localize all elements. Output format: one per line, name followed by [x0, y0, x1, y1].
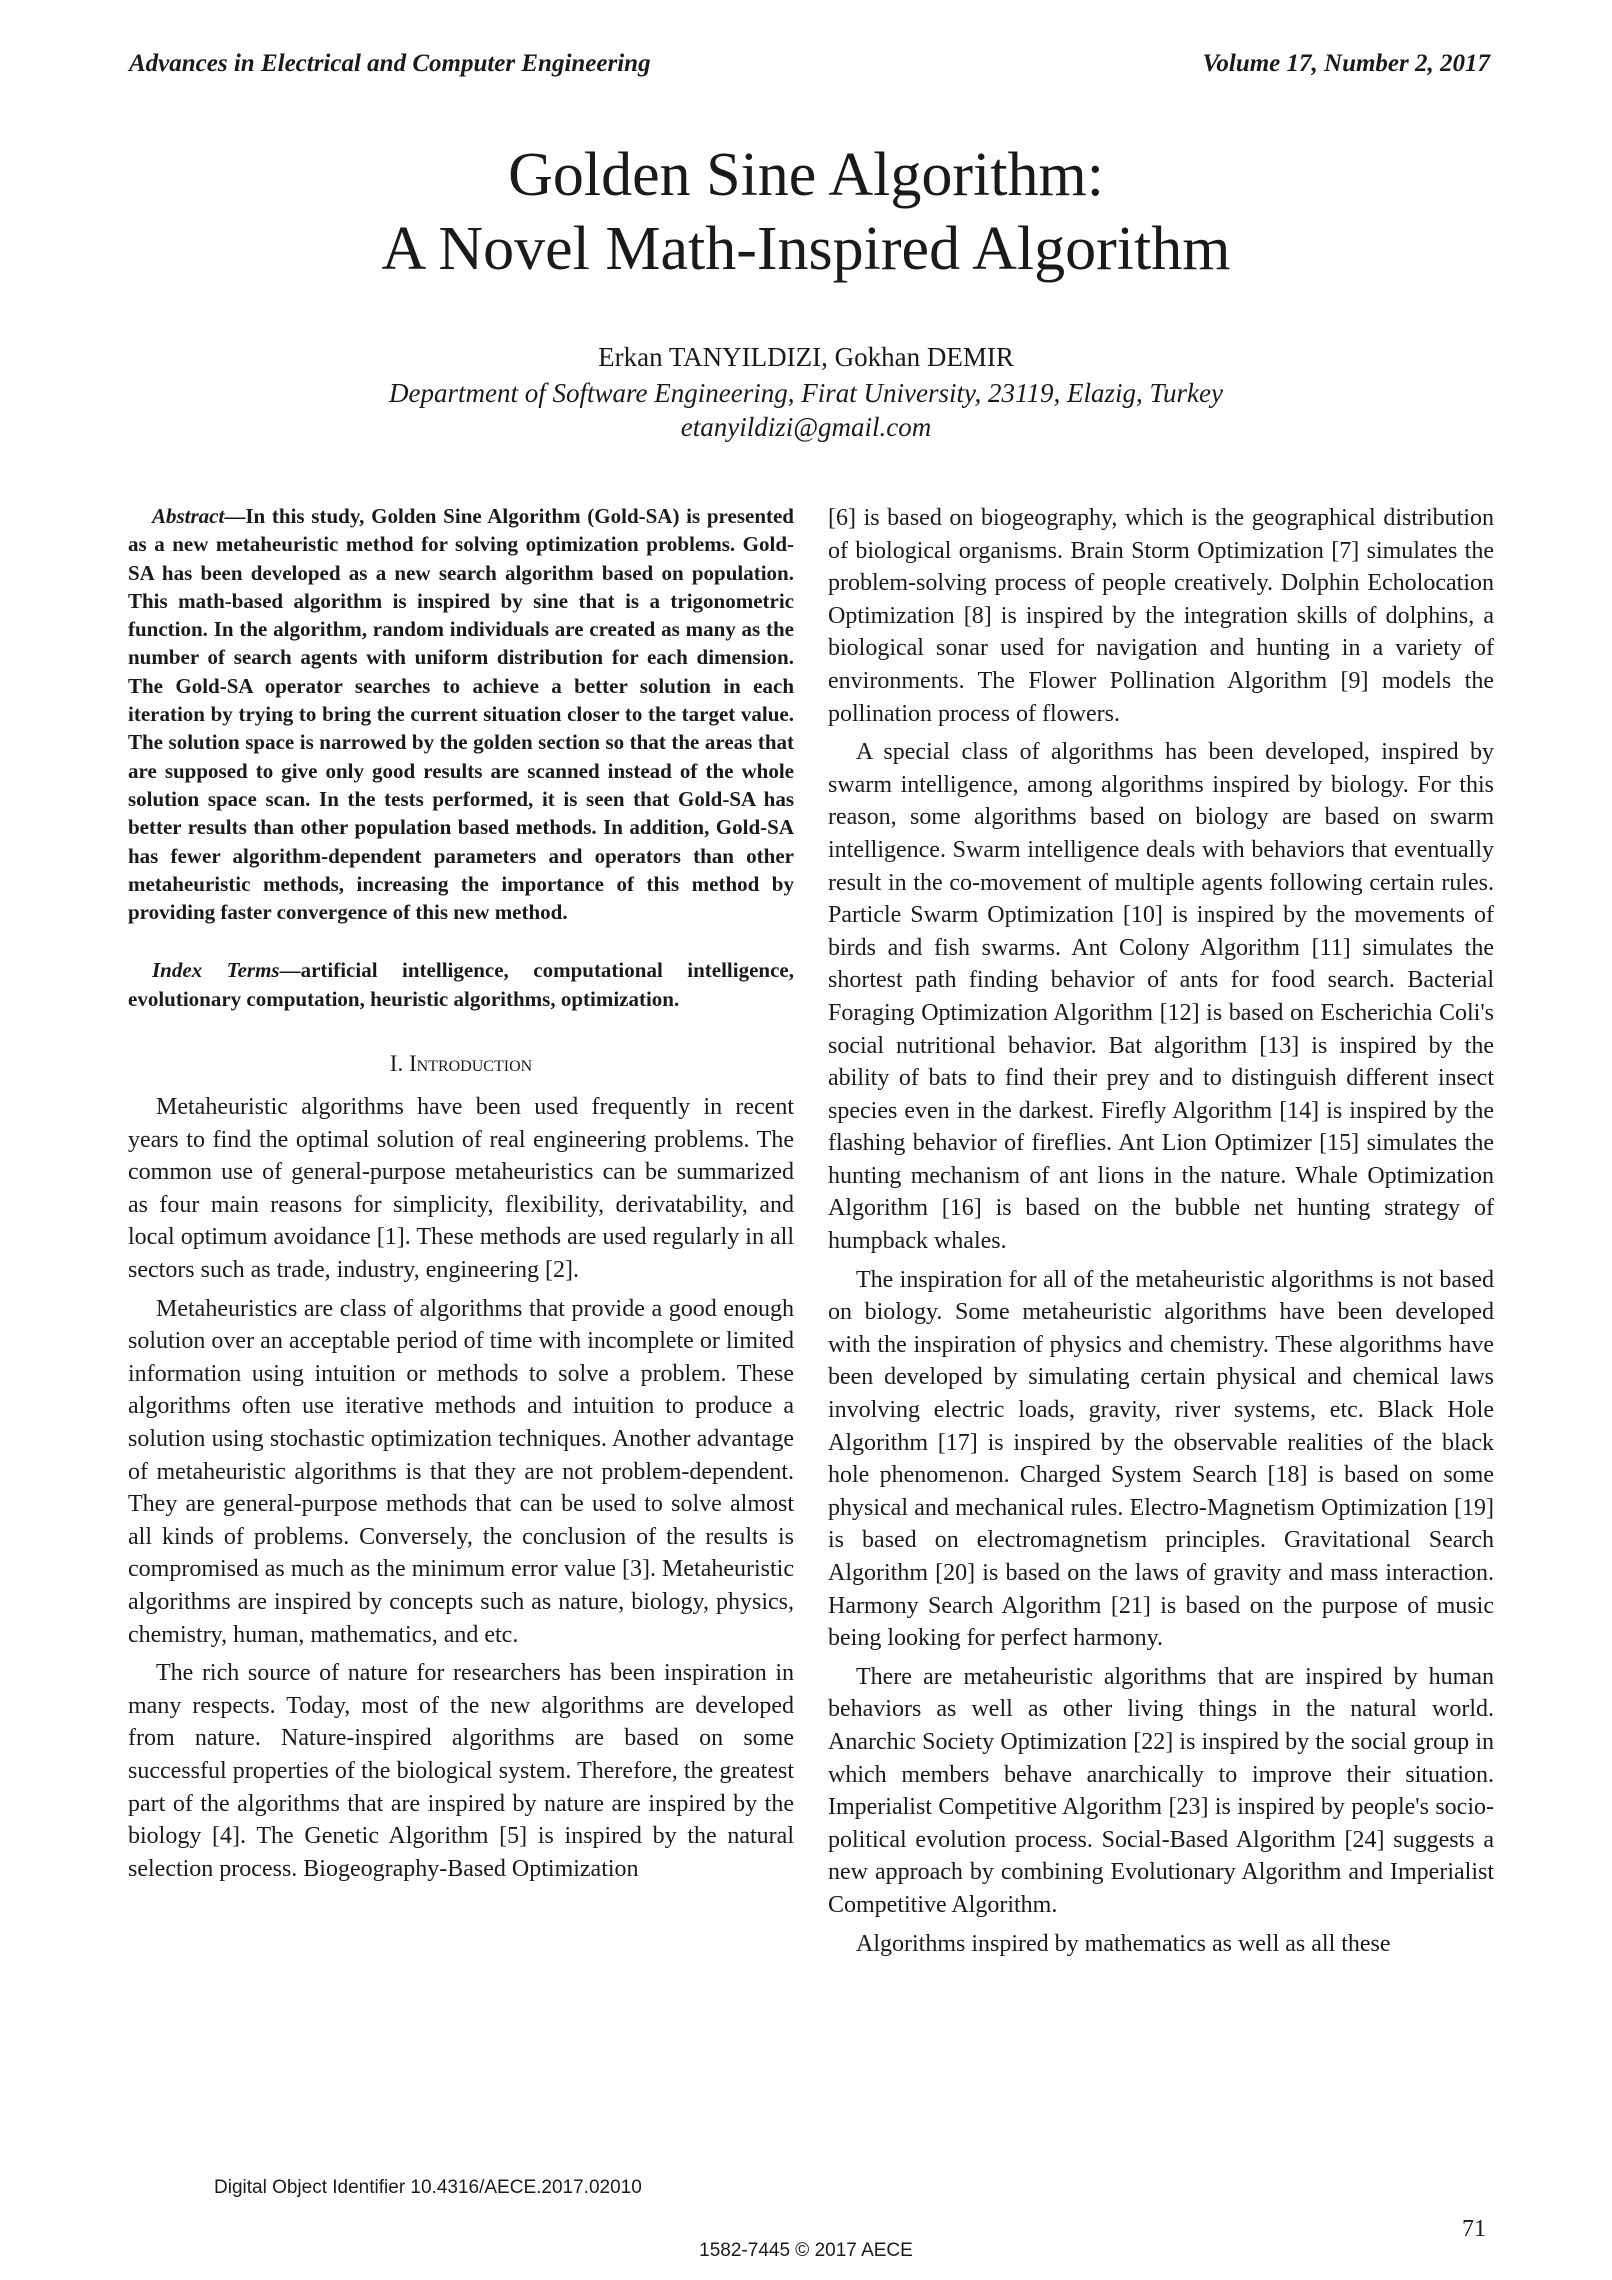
paragraph: [6] is based on biogeography, which is the geographical distribution of biological organisms. Brain Storm Optimization [7] simulates the problem-solving process of people creatively. Dolphin Echolocation Optimization [8] is inspired by the integration skills of dolphins, a biological sonar used for navigation and hunting in a variety of environments. The Flower Pollination Algorithm [9] models the pollination process of flowers.	[828, 505, 1494, 727]
paper-title	[0, 138, 1612, 286]
paragraph: There are metaheuristic algorithms that are inspired by human behaviors as well as other living things in the natural world. Anarchic Society Optimization [22] is inspired by the social group in which members behave anarchically to improve their situation. Imperialist Competitive Algorithm [23] is inspired by people's socio-political evolution process. Social-Based Algorithm [24] suggests a new approach by combining Evolutionary Algorithm and Imperialist Competitive Algorithm.	[828, 1663, 1494, 1918]
doi: Digital Object Identifier 10.4316/AECE.2017.02010	[214, 2177, 642, 2198]
abstract-label: Abstract	[152, 504, 225, 528]
abstract	[128, 502, 794, 926]
page-number: 71	[1462, 2216, 1486, 2242]
paragraph: The rich source of nature for researchers has been inspiration in many respects. Today, most of the new algorithms are developed from nature. Nature-inspired algorithms are based on some successful properties of the biological system. Therefore, the greatest part of the algorithms that are inspired by nature are inspired by the biology [4]. The Genetic Algorithm [5] is inspired by the natural selection process. Biogeography-Based Optimization	[128, 1660, 794, 1882]
issn-copyright: 1582-7445 © 2017 AECE	[699, 2240, 913, 2261]
paragraph: Metaheuristic algorithms have been used frequently in recent years to find the optimal solution of real engineering problems. The common use of general-purpose metaheuristics can be summarized as four main reasons for simplicity, flexibility, derivatability, and local optimum avoidance [1]. These methods are used regularly in all sectors such as trade, industry, engineering [2].	[128, 1094, 794, 1284]
paragraph: Algorithms inspired by mathematics as well as all these	[856, 1930, 1391, 1957]
paragraph: Metaheuristics are class of algorithms that provide a good enough solution over an acceptable period of time with incomplete or limited information using intuition or methods to solve a problem. These algorithms often use iterative methods and intuition to produce a solution using stochastic optimization techniques. Another advantage of metaheuristic algorithms is that they are not problem-dependent. They are general-purpose methods that can be used to solve almost all kinds of problems. Conversely, the conclusion of the results is compromised as much as the minimum error value [3]. Metaheuristic algorithms are inspired by concepts such as nature, biology, physics, chemistry, human, mathematics, and etc.	[128, 1295, 794, 1648]
journal-name: Advances in Electrical and Computer Engineering	[129, 50, 651, 77]
title-line-2: A Novel Math-Inspired Algorithm	[381, 215, 1231, 283]
volume-info: Volume 17, Number 2, 2017	[1202, 50, 1490, 77]
section-title: Introduction	[408, 1051, 533, 1077]
right-column	[828, 502, 1494, 1966]
paragraph: A special class of algorithms has been developed, inspired by swarm intelligence, among algorithms inspired by biology. For this reason, some algorithms based on biology are based on swarm intelligence. Swarm intelligence deals with behaviors that eventually result in the co-movement of multiple agents following certain rules. Particle Swarm Optimization [10] is inspired by the movements of birds and fish swarms. Ant Colony Algorithm [11] simulates the shortest path finding behavior of ants for food search. Bacterial Foraging Optimization Algorithm [12] is based on Escherichia Coli's social nutritional behavior. Bat algorithm [13] is inspired by the ability of bats to find their prey and to distinguish different insect species even in the darkest. Firefly Algorithm [14] is inspired by the flashing behavior of fireflies. Ant Lion Optimizer [15] simulates the hunting mechanism of ant lions in the nature. Whale Optimization Algorithm [16] is based on the bubble net hunting strategy of humpback whales.	[828, 739, 1494, 1255]
index-terms	[128, 956, 794, 1013]
title-line-1: Golden Sine Algorithm:	[508, 141, 1104, 209]
left-column	[128, 502, 794, 1891]
abstract-text: —In this study, Golden Sine Algorithm (Gold-SA) is presented as a new metaheuristic method for solving optimization problems. Gold-SA has been developed as a new search algorithm based on population. This math-based algorithm is inspired by sine that is a trigonometric function. In the algorithm, random individuals are created as many as the number of search agents with uniform distribution for each dimension. The Gold-SA operator searches to achieve a better solution in each iteration by trying to bring the current situation closer to the target value. The solution space is narrowed by the golden section so that the areas that are supposed to give only good results are scanned instead of the whole solution space scan. In the tests performed, it is seen that Gold-SA has better results than other population based methods. In addition, Gold-SA has fewer algorithm-dependent parameters and operators than other metaheuristic methods, increasing the importance of this method by providing faster convergence of this new method.	[128, 504, 794, 925]
section-heading	[128, 1051, 794, 1077]
index-terms-text: —artificial intelligence, computational intelligence, evolutionary computation, heuristic algorithms, optimization.	[128, 958, 794, 1011]
authors: Erkan TANYILDIZI, Gokhan DEMIR	[598, 342, 1014, 372]
section-number: I.	[389, 1051, 404, 1077]
index-terms-label: Index Terms	[152, 958, 280, 983]
paragraph: The inspiration for all of the metaheuristic algorithms is not based on biology. Some metaheuristic algorithms have been developed with the inspiration of physics and chemistry. These algorithms have been developed by simulating certain physical and chemical laws involving electric loads, gravity, river systems, etc. Black Hole Algorithm [17] is inspired by the observable realities of the black hole phenomenon. Charged System Search [18] is based on some physical and mechanical rules. Electro-Magnetism Optimization [19] is based on electromagnetism principles. Gravitational Search Algorithm [20] is based on the laws of gravity and mass interaction. Harmony Search Algorithm [21] is based on the purpose of music being looking for perfect harmony.	[828, 1266, 1494, 1652]
email: etanyildizi@gmail.com	[680, 412, 932, 442]
affiliation: Department of Software Engineering, Firat University, 23119, Elazig, Turkey	[389, 378, 1223, 408]
